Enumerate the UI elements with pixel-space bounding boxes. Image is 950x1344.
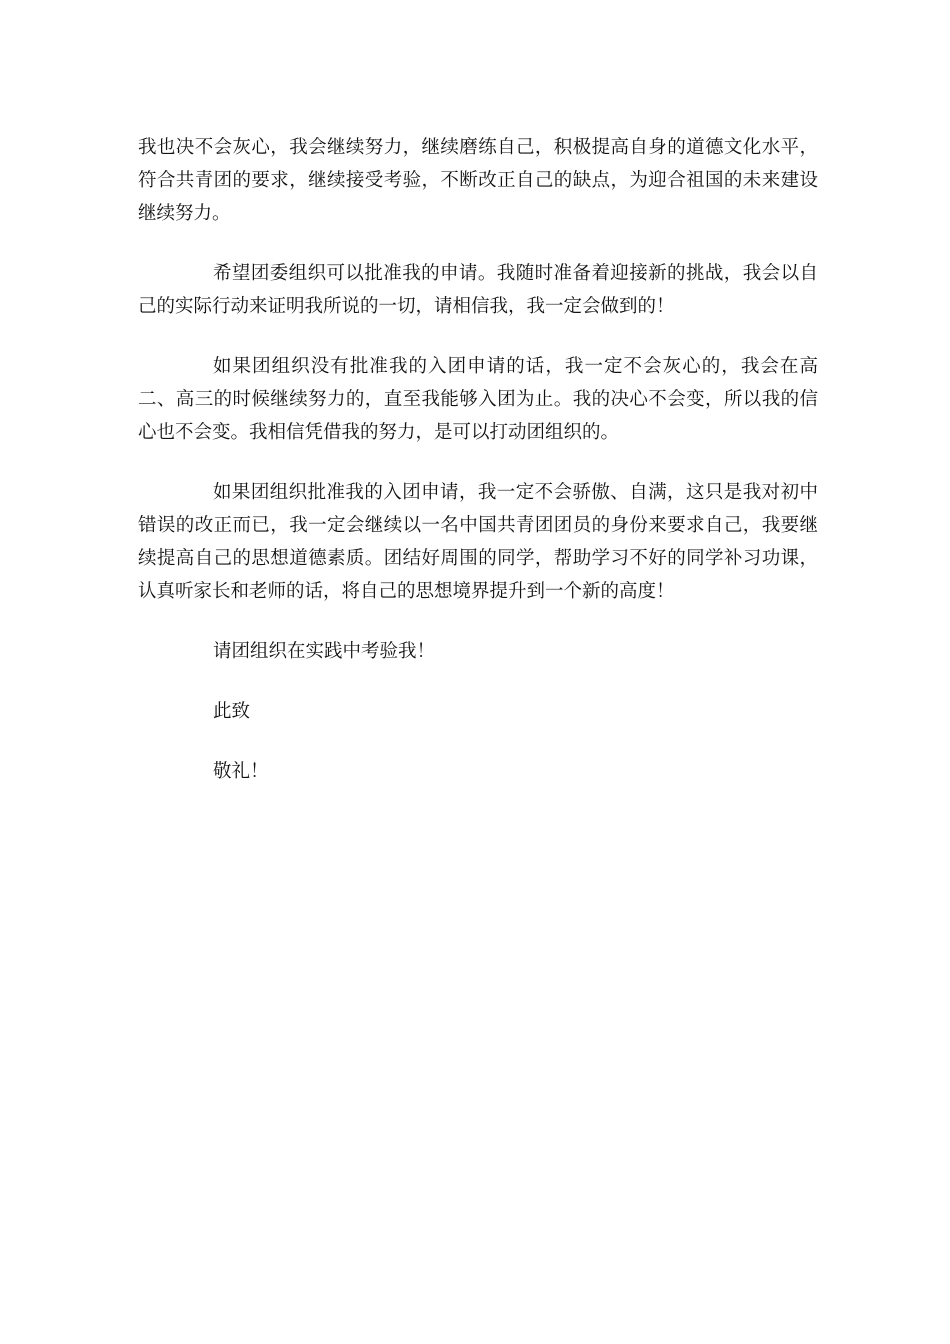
letter-body bbox=[138, 131, 818, 815]
closing-line: 请团组织在实践中考验我！ bbox=[213, 641, 436, 662]
paragraph-continuation: 我也决不会灰心，我会继续努力，继续磨练自己，积极提高自身的道德文化水平，符合共青团的要求，继续接受考验，不断改正自己的缺点，为迎合祖国的未来建设继续努力。 bbox=[138, 137, 818, 224]
salutation-cizhi: 此致 bbox=[213, 701, 251, 722]
salutation-jingli: 敬礼！ bbox=[213, 761, 269, 782]
paragraph-if-approved: 如果团组织批准我的入团申请，我一定不会骄傲、自满，这只是我对初中错误的改正而已，我一定会继续以一名中国共青团团员的身份来要求自己，我要继续提高自己的思想道德素质。团结好周围的同学，帮助学习不好的同学补习功课，认真听家长和老师的话，将自己的思想境界提升到一个新的高度！ bbox=[138, 482, 818, 602]
paragraph-if-not-approved: 如果团组织没有批准我的入团申请的话，我一定不会灰心的，我会在高二、高三的时候继续努力的，直至我能够入团为止。我的决心不会变，所以我的信心也不会变。我相信凭借我的努力，是可以打动团组织的。 bbox=[138, 356, 818, 443]
paragraph-hope: 希望团委组织可以批准我的申请。我随时准备着迎接新的挑战，我会以自己的实际行动来证明我所说的一切，请相信我，我一定会做到的！ bbox=[138, 263, 818, 317]
